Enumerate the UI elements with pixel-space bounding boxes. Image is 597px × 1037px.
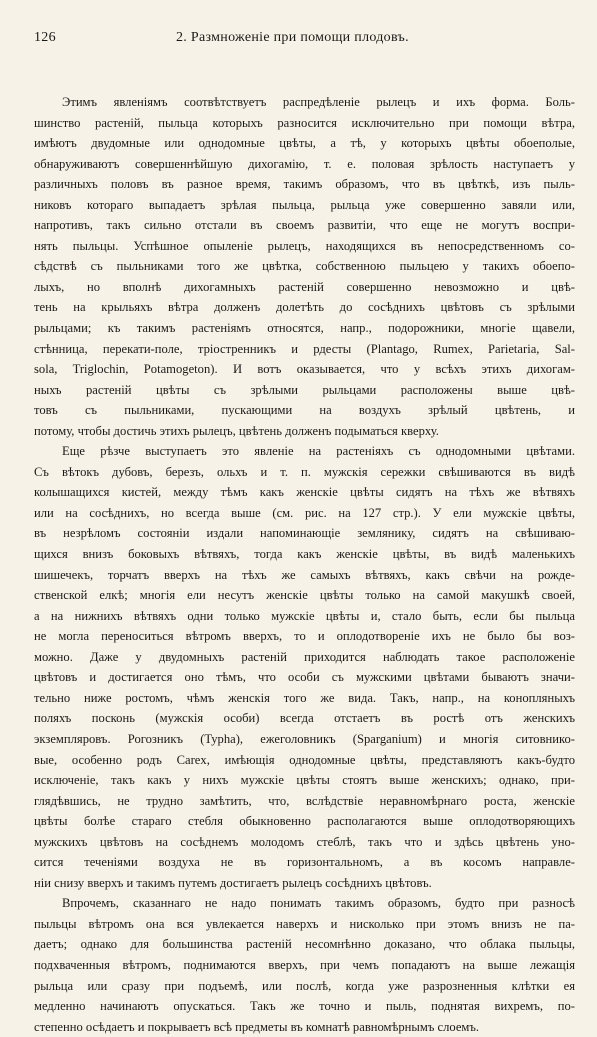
text-line: поляхъ посконь (мужскія особи) всегда отстаетъ въ ростѣ отъ женскихъ [34,711,575,726]
text-line: можно. Даже у двудомныхъ растеній приходится наблюдать такое расположеніе [34,649,575,664]
text-line: рыльца или сразу при подъемѣ, или послѣ, когда уже разрозненныя клѣтки ея [34,978,575,993]
text-line: степенно осѣдаетъ и покрываетъ всѣ предметы въ комнатѣ равномѣрнымъ слоемъ. [34,1019,480,1034]
text-line: вые, особенно родъ Carex, имѣющія однодомные цвѣты, представляютъ какъ-будто [34,752,575,767]
text-line: ніи снизу вверхъ и такимъ путемъ достигаетъ рылецъ сосѣднихъ цвѣтовъ. [34,875,432,890]
text-line: въ незрѣломъ состояніи издали напоминающіе землянику, сидятъ на свѣшиваю- [34,526,575,541]
page-header [34,30,575,52]
paragraph [34,441,575,893]
text-line: тельно ниже ростомъ, чѣмъ женскія того же вида. Такъ, напр., на конопляныхъ [34,690,575,705]
text-line: рыльцами; къ такимъ растеніямъ относятся, напр., подорожники, многіе щавели, [34,321,575,336]
text-line: ныхъ растеній цвѣты съ зрѣлыми рыльцами расположены выше цвѣ- [34,382,575,397]
text-line: колышащихся кистей, между тѣмъ какъ женскіе цвѣты сидятъ на тѣхъ же вѣтвяхъ [34,485,575,500]
text-line: напротивъ, такъ сильно отстали въ своемъ развитіи, что еще не могутъ воспри- [34,218,575,233]
text-line: сится теченіями воздуха не въ горизонтальномъ, а въ косомъ направле- [34,855,575,870]
text-line: или на сосѣднихъ, но всегда выше (см. рис. на 127 стр.). У ели мужскіе цвѣты, [34,505,575,520]
text-line: нять пыльцы. Успѣшное опыленіе рылецъ, находящихся въ непосредственномъ со- [34,238,575,253]
text-line: sola, Triglochin, Potamogeton). И вотъ оказывается, что у всѣхъ этихъ дихогам- [34,362,575,377]
text-line: сѣдствѣ съ пыльниками того же цвѣтка, собственною пыльцею у такихъ обоепо- [34,259,575,274]
paragraph [34,893,575,1037]
text-line: Этимъ явленіямъ соотвѣтствуетъ распредѣленіе рылецъ и ихъ форма. Боль- [62,95,575,109]
text-line: мужскихъ цвѣтовъ на сосѣднемъ молодомъ стеблѣ, такъ что и здѣсь цвѣтень уно- [34,834,575,849]
text-line: лыхъ, но вполнѣ дихогамныхъ растеній совершенно невозможно и цвѣ- [34,279,575,294]
text-line: цвѣты болѣе стараго стебля обыкновенно располагаются выше оплодотворяющихъ [34,814,575,829]
text-line: шишечекъ, торчатъ вверхъ на тѣхъ же самыхъ вѣтвяхъ, какъ свѣчи на рожде- [34,567,575,582]
text-line: пыльцы вѣтромъ она вся увлекается наверхъ и нисколько при этомъ внизъ не па- [34,916,575,931]
text-line: шинство растеній, пыльца которыхъ разносится исключительно при помощи вѣтра, [34,115,575,130]
text-line: глядѣвшись, не трудно замѣтить, что, вслѣдствіе неравномѣрнаго роста, женскіе [34,793,575,808]
paragraph [34,92,575,441]
text-line: Еще рѣзче выступаетъ это явленіе на растеніяхъ съ однодомными цвѣтами. [62,444,575,459]
text-line: потому, чтобы достичь этихъ рылецъ, цвѣтень долженъ подыматься кверху. [34,423,439,438]
text-line: ственской елкѣ; многія ели несутъ женскіе цвѣты только на самой макушкѣ своей, [34,588,575,603]
text-line: имѣютъ двудомные или однодомные цвѣты, а тѣ, у которыхъ цвѣты обоеполые, [34,136,575,151]
text-line: никовъ котораго выпадаетъ зрѣлая пыльца, рыльца уже совершенно завяли или, [34,197,575,212]
text-line: даетъ; однако для большинства растеній несомнѣнно доказано, что облака пыльцы, [34,937,575,952]
text-line: цвѣтовъ и достигается оно тѣмъ, что особи съ мужскими цвѣтами бываютъ значи- [34,670,575,685]
text-line: товъ съ пыльниками, пускающими на воздухъ зрѣлый цвѣтень, и [34,403,575,418]
body-text [34,92,575,1037]
text-line: медленно начинаютъ опускаться. Такъ же точно и пыль, поднятая вихремъ, по- [34,999,575,1014]
page-number: 126 [34,30,56,45]
text-line: исключеніе, такъ какъ у нихъ мужскіе цвѣты стоятъ выше женскихъ; однако, при- [34,773,575,788]
text-line: Впрочемъ, сказаннаго не надо понимать такимъ образомъ, будто при разносѣ [62,896,575,911]
text-line: а на нижнихъ вѣтвяхъ одни только мужскіе цвѣты и, стало быть, если бы пыльца [34,608,575,623]
text-line: не могла переноситься вѣтромъ вверхъ, то и оплодотвореніе ихъ не было бы воз- [34,629,575,644]
text-line: экземпляровъ. Рогозникъ (Typha), ежеголовникъ (Sparganium) и многія ситовнико- [34,731,575,746]
text-line: различныхъ половъ въ разное время, такимъ образомъ, что въ цвѣткѣ, изъ пыль- [34,177,575,192]
text-line: тень на крыльяхъ вѣтра долженъ долетѣть до сосѣднихъ цвѣтовъ съ зрѣлыми [34,300,575,315]
text-line: подхваченныя вѣтромъ, поднимаются вверхъ, при чемъ попадаютъ на выше лежащія [34,957,575,972]
text-line: стѣнница, перекати-поле, тріостренникъ и рдесты (Plantago, Rumex, Parietaria, Sal- [34,341,575,356]
text-line: Съ вѣтокъ дубовъ, березъ, ольхъ и т. п. мужскія сережки свѣшиваются въ видѣ [34,464,575,479]
text-line: щихся внизъ боковыхъ вѣтвяхъ, тогда какъ женскіе цвѣты, въ видѣ маленькихъ [34,547,575,562]
running-head: 2. Размноженіе при помощи плодовъ. [176,30,409,45]
text-line: обнаруживаютъ совершеннѣйшую дихогамію, т. е. половая зрѣлость наступаетъ у [34,156,575,171]
